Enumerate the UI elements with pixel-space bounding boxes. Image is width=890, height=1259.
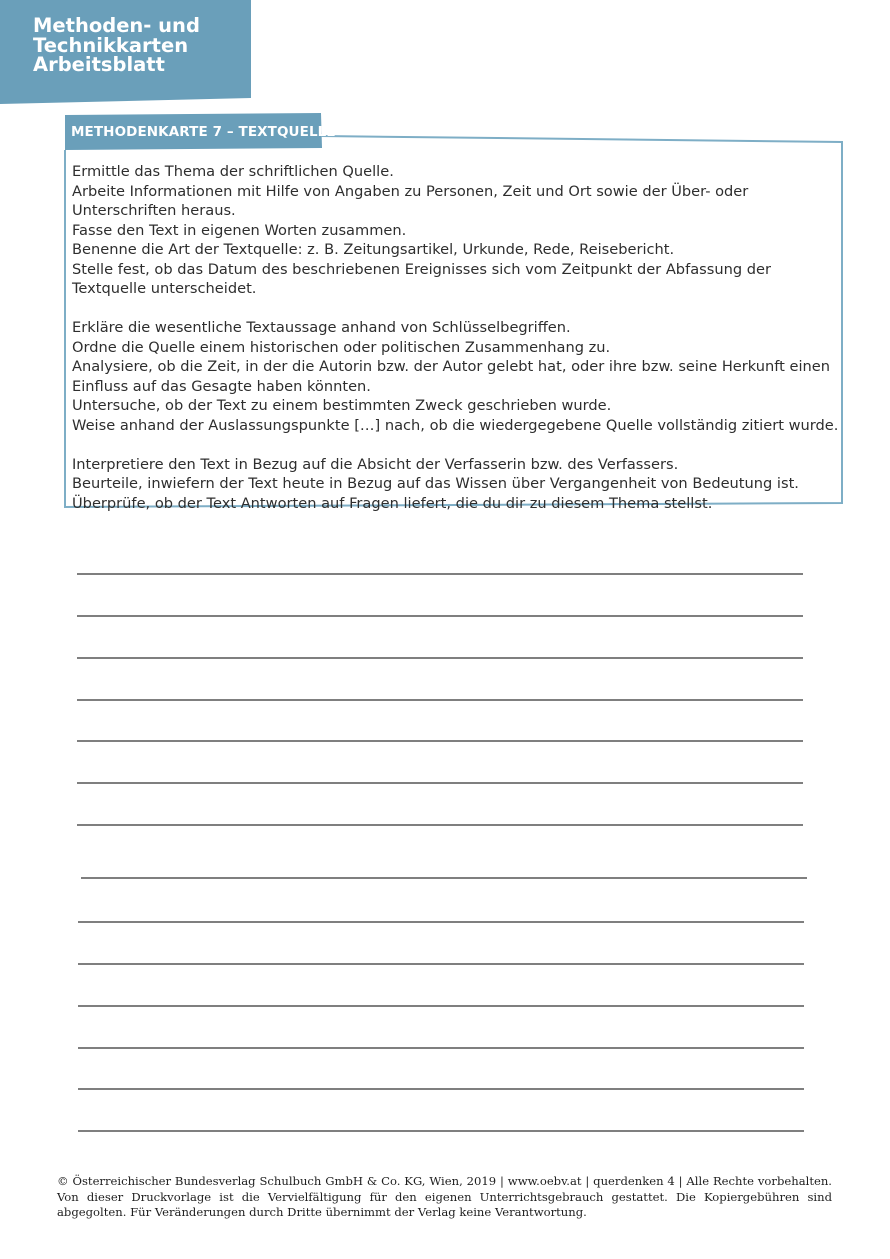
instruction-line: Analysiere, ob die Zeit, in der die Autorin bzw. der Autor gelebt hat, oder ihre bzw. seine Herkunft einen Einfluss auf das Gesagte haben könnten. xyxy=(72,358,831,395)
instruction-line: Arbeite Informationen mit Hilfe von Angaben zu Personen, Zeit und Ort sowie der Über- oder Unterschriften heraus. xyxy=(72,182,749,219)
instruction-line: Benenne die Art der Textquelle: z. B. Zeitungsartikel, Urkunde, Rede, Reisebericht. xyxy=(72,241,675,258)
title-line: Technikkarten xyxy=(33,33,189,57)
instruction-line: Interpretiere den Text in Bezug auf die Absicht der Verfasserin bzw. des Verfassers. xyxy=(72,455,679,473)
instruction-line: Überprüfe, ob der Text Antworten auf Fragen liefert, die du dir zu diesem Thema stellst. xyxy=(72,494,713,512)
instruction-line: Ordne die Quelle einem historischen oder politischen Zusammenhang zu. xyxy=(72,338,611,356)
copyright-footer: © Österreichischer Bundesverlag Schulbuch GmbH & Co. KG, Wien, 2019 | www.oebv.at | querdenken 4 | Alle Rechte vorbehalten. Von dieser Druckvorlage ist die Vervielfältigung für den eigenen Unterrichtsgebrauch gestattet. Die Kopiergebühren sind abgegolten. Für Veränderungen durch Dritte übernimmt der Verlag keine Verantwortung. xyxy=(57,1174,832,1220)
instruction-line: Untersuche, ob der Text zu einem bestimmten Zweck geschrieben wurde. xyxy=(72,397,612,414)
instruction-line: Stelle fest, ob das Datum des beschriebenen Ereignisses sich vom Zeitpunkt der Abfassung der Textquelle unterscheidet. xyxy=(72,260,771,297)
instruction-line: Beurteile, inwiefern der Text heute in Bezug auf das Wissen über Vergangenheit von Bedeutung ist. xyxy=(72,475,799,492)
instruction-line: Weise anhand der Auslassungspunkte […] nach, ob die wiedergegebene Quelle vollständig zitiert wurde. xyxy=(72,416,839,434)
instruction-line: Fasse den Text in eigenen Worten zusammen. xyxy=(72,221,407,239)
instruction-line: Ermittle das Thema der schriftlichen Quelle. xyxy=(72,163,394,180)
card-tab-label: METHODENKARTE 7 – TEXTQUELLE xyxy=(71,124,336,140)
title-line: Methoden- und xyxy=(33,14,200,37)
title-line: Arbeitsblatt xyxy=(33,53,165,76)
instruction-line: Erkläre die wesentliche Textaussage anhand von Schlüsselbegriffen. xyxy=(72,319,571,336)
